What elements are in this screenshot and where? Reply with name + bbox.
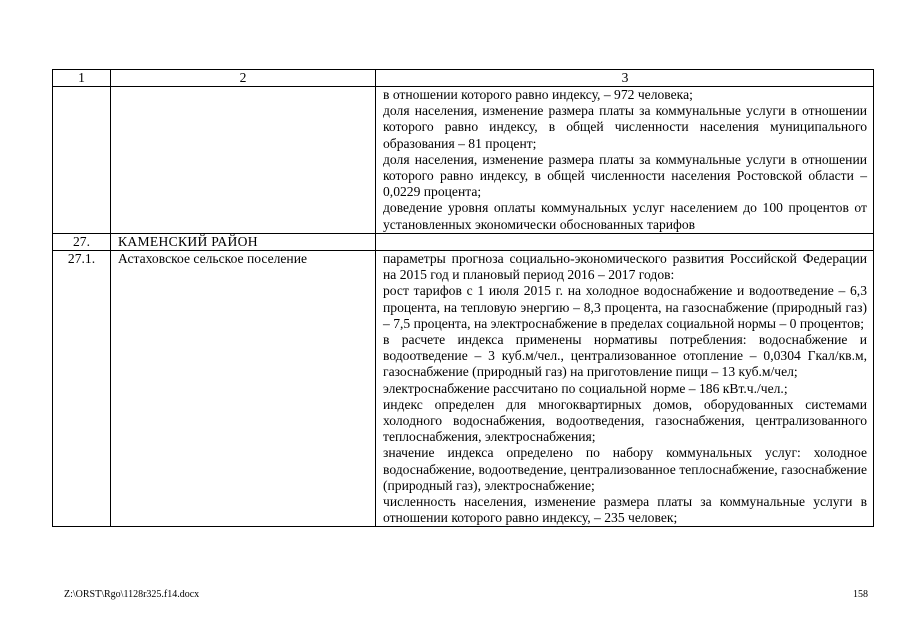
table-row-section (53, 233, 874, 250)
item-name: Астаховское сельское поселение (111, 251, 376, 527)
document-table (52, 69, 874, 527)
paragraph: доля населения, изменение размера платы за коммунальные услуги в отношении которого равно индексу, в общей численности населения муниципального образования – 81 процент; (383, 103, 867, 151)
paragraph: доля населения, изменение размера платы за коммунальные услуги в отношении которого равно индексу, в общей численности населения Ростовской области – 0,0229 процента; (383, 151, 867, 200)
item-number: 27.1. (53, 251, 111, 527)
column-header-1: 1 (53, 70, 111, 87)
footer-page-number: 158 (853, 589, 868, 600)
row-number-cell (53, 87, 111, 234)
paragraph: численность населения, изменение размера платы за коммунальные услуги в отношении которого равно индексу, – 235 человек; (383, 494, 867, 526)
section-number: 27. (53, 233, 111, 250)
row-name-cell (111, 87, 376, 234)
paragraph: в отношении которого равно индексу, – 972 человека; (383, 87, 693, 102)
item-description-cell (376, 251, 874, 527)
footer-file-path: Z:\ORST\Rgo\1128r325.f14.docx (64, 589, 200, 600)
table-header-row (53, 70, 874, 87)
paragraph: доведение уровня оплаты коммунальных услуг населением до 100 процентов от установленных экономически обоснованных тарифов (383, 200, 867, 232)
row-description-cell (376, 87, 874, 234)
paragraph: электроснабжение рассчитано по социальной норме – 186 кВт.ч./чел.; (383, 380, 788, 396)
paragraph: значение индекса определено по набору коммунальных услуг: холодное водоснабжение, водоотведение, централизованное теплоснабжение, газоснабжение (природный газ), электроснабжение; (383, 445, 867, 493)
column-header-2: 2 (111, 70, 376, 87)
paragraph: параметры прогноза социально-экономического развития Российской Федерации на 2015 год и плановый период 2016 – 2017 годов: (383, 251, 867, 283)
paragraph: индекс определен для многоквартирных домов, оборудованных системами холодного водоснабжения, водоотведения, газоснабжения, централизованного теплоснабжения, электроснабжения; (383, 396, 867, 445)
paragraph: в расчете индекса применены нормативы потребления: водоснабжение и водоотведение – 3 куб.м/чел., централизованное отопление – 0,0304 Гкал/кв.м, газоснабжение (природный газ) на приготовление пищи – 13 куб.м/чел; (383, 332, 867, 380)
column-header-3: 3 (376, 70, 874, 87)
table-row-continued (53, 87, 874, 234)
paragraph: рост тарифов с 1 июля 2015 г. на холодное водоснабжение и водоотведение – 6,3 процента, на тепловую энергию – 8,3 процента, на газоснабжение (природный газ) – 7,5 процента, на электроснабжение в пределах социальной нормы – 0 процентов; (383, 283, 867, 331)
section-empty-cell (376, 233, 874, 250)
table-row-item (53, 251, 874, 527)
section-title: КАМЕНСКИЙ РАЙОН (111, 233, 376, 250)
